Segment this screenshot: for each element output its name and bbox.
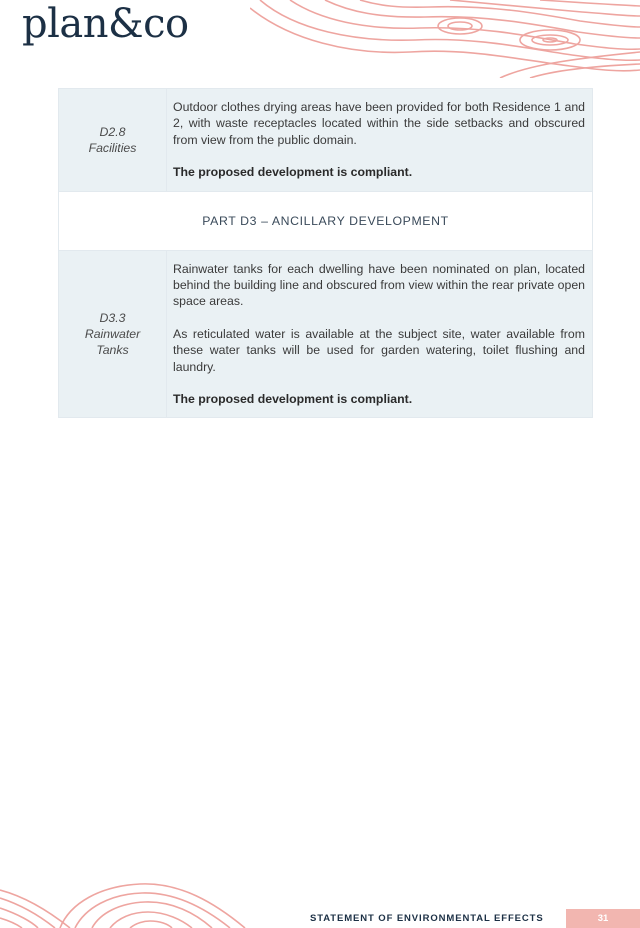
- clause-name: Tanks: [96, 343, 129, 358]
- clause-cell: [59, 250, 167, 418]
- topographic-decoration-top: [250, 0, 640, 78]
- clause-description: [167, 250, 593, 418]
- footer-document-title: STATEMENT OF ENVIRONMENTAL EFFECTS: [310, 913, 544, 924]
- page-number-badge: 31: [566, 909, 640, 928]
- clause-cell: [59, 89, 167, 192]
- section-row: [59, 191, 593, 250]
- clause-name: Rainwater: [84, 327, 141, 342]
- clause-code: D3.3: [99, 311, 126, 326]
- topographic-decoration-bottom: [0, 878, 250, 928]
- section-heading: PART D3 – ANCILLARY DEVELOPMENT: [59, 191, 593, 250]
- clause-code: D2.8: [99, 124, 126, 139]
- table-row: [59, 89, 593, 192]
- compliance-statement: The proposed development is compliant.: [173, 165, 413, 180]
- compliance-table: [58, 88, 593, 418]
- description-paragraph: As reticulated water is available at the subject site, water available from these water tanks will be used for garden watering, toilet flushing and laundry.: [173, 326, 585, 374]
- clause-name: Facilities: [88, 140, 137, 155]
- company-logo: plan&co: [22, 1, 189, 47]
- description-paragraph: Outdoor clothes drying areas have been provided for both Residence 1 and 2, with waste receptacles located within the side setbacks and obscured from view from the public domain.: [173, 100, 585, 147]
- description-paragraph: Rainwater tanks for each dwelling have been nominated on plan, located behind the building line and obscured from view within the rear private open space areas.: [173, 261, 585, 309]
- clause-description: [167, 89, 593, 192]
- table-row: [59, 250, 593, 418]
- compliance-statement: The proposed development is compliant.: [173, 392, 413, 407]
